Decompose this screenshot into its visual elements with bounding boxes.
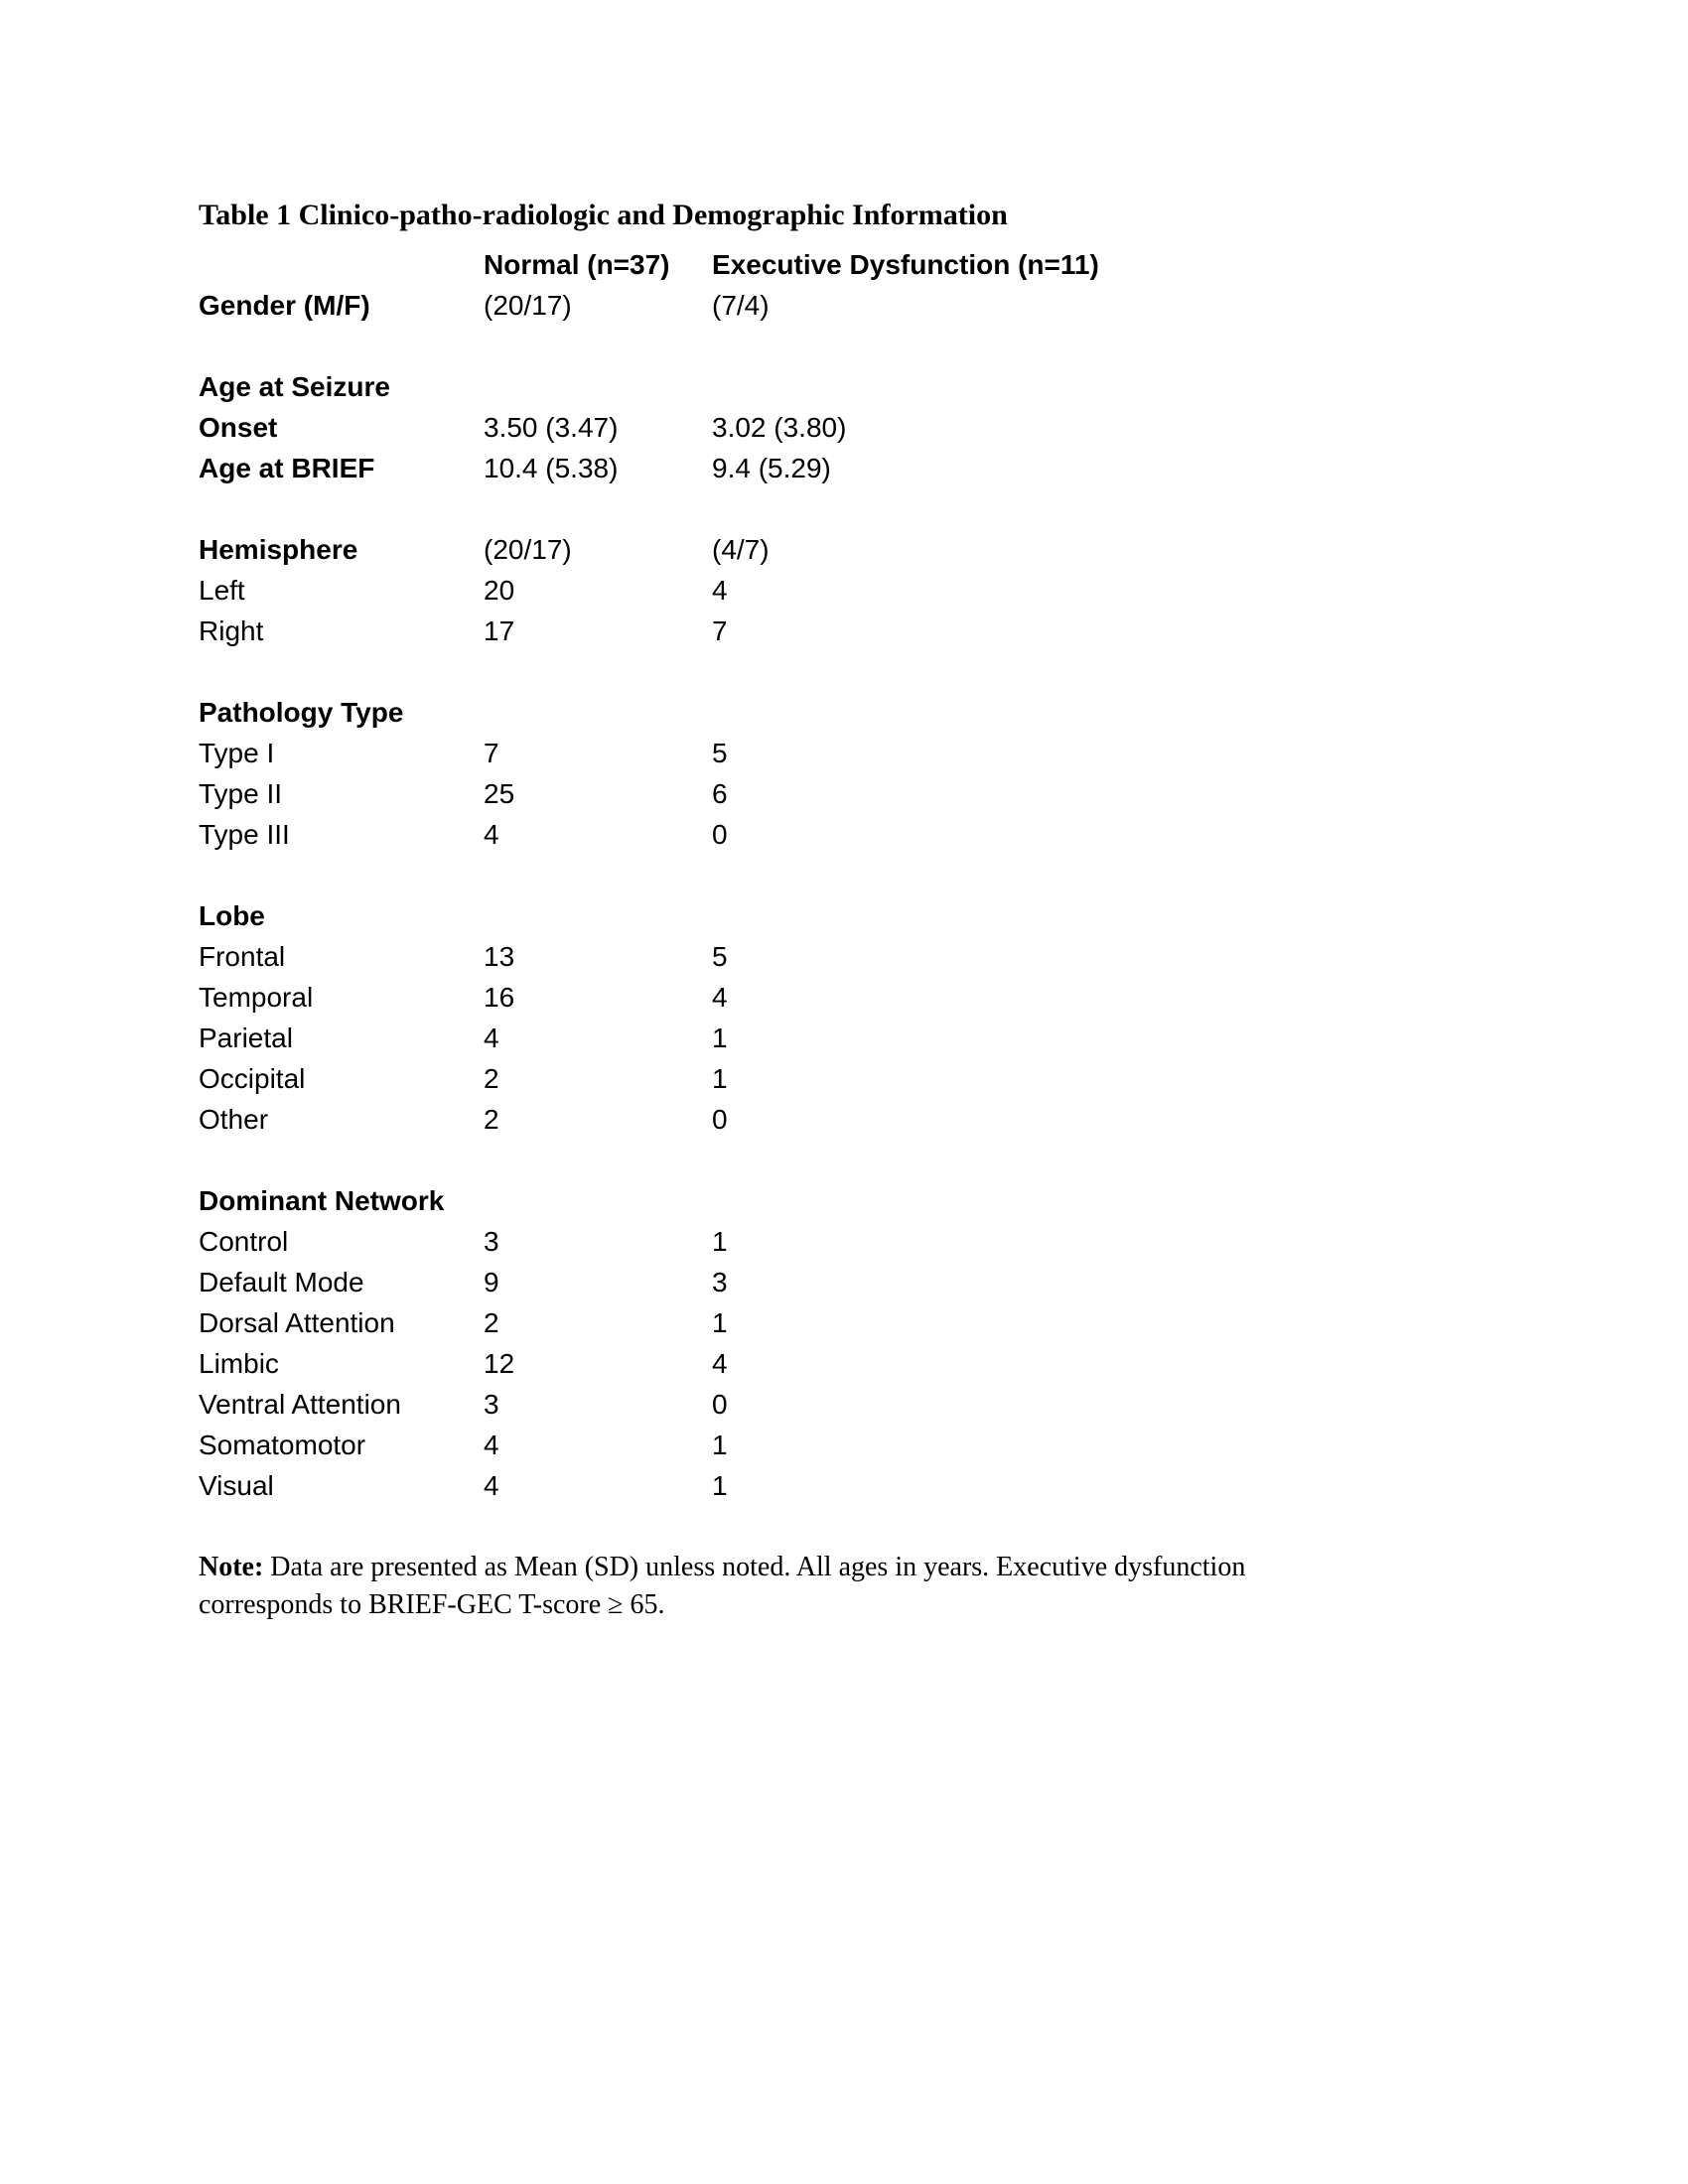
cell-ed-age-at-seizure — [712, 366, 1301, 407]
cell-ed-age-at-brief: 9.4 (5.29) — [712, 453, 831, 483]
cell-normal-ventral-attention: 3 — [484, 1389, 499, 1420]
cell-ed-somatomotor: 1 — [712, 1430, 728, 1460]
cell-ed-lobe — [712, 895, 1301, 936]
cell-normal-type-i: 7 — [484, 738, 499, 768]
cell-normal-left: 20 — [484, 575, 515, 606]
row-blank — [484, 651, 712, 692]
row-label-ventral-attention: Ventral Attention — [199, 1389, 401, 1420]
cell-normal-frontal: 13 — [484, 941, 515, 972]
row-blank — [199, 651, 484, 692]
row-label-dominant-network: Dominant Network — [199, 1185, 445, 1216]
cell-normal-gender: (20/17) — [484, 290, 572, 321]
cell-normal-type-ii: 25 — [484, 778, 515, 809]
cell-ed-dominant-network — [712, 1180, 1301, 1221]
row-label-frontal: Frontal — [199, 941, 286, 972]
row-label-lobe: Lobe — [199, 900, 265, 931]
cell-ed-temporal: 4 — [712, 982, 728, 1013]
row-blank — [199, 1140, 484, 1180]
note-line-1 — [199, 1549, 1499, 1586]
row-label-occipital: Occipital — [199, 1063, 306, 1094]
row-blank — [484, 326, 712, 366]
cell-ed-right: 7 — [712, 615, 728, 646]
row-label-left: Left — [199, 575, 245, 606]
row-label-default-mode: Default Mode — [199, 1267, 364, 1297]
row-blank — [484, 855, 712, 895]
row-label-hemisphere: Hemisphere — [199, 534, 358, 565]
cell-normal-visual: 4 — [484, 1470, 499, 1501]
cell-normal-default-mode: 9 — [484, 1267, 499, 1297]
row-blank — [712, 488, 1301, 529]
cell-normal-somatomotor: 4 — [484, 1430, 499, 1460]
row-label-age-at-brief: Age at BRIEF — [199, 453, 375, 483]
cell-ed-onset: 3.02 (3.80) — [712, 412, 847, 443]
cell-ed-limbic: 4 — [712, 1348, 728, 1379]
cell-normal-dominant-network — [484, 1180, 712, 1221]
cell-normal-other: 2 — [484, 1104, 499, 1135]
row-label-pathology-type: Pathology Type — [199, 697, 404, 728]
cell-ed-left: 4 — [712, 575, 728, 606]
cell-normal-lobe — [484, 895, 712, 936]
cell-normal-dorsal-attention: 2 — [484, 1307, 499, 1338]
row-blank — [199, 326, 484, 366]
row-label-type-i: Type I — [199, 738, 275, 768]
row-label-limbic: Limbic — [199, 1348, 279, 1379]
note-line-2: corresponds to BRIEF-GEC T-score ≥ 65. — [199, 1589, 665, 1620]
row-label-type-iii: Type III — [199, 819, 290, 850]
cell-ed-occipital: 1 — [712, 1063, 728, 1094]
cell-ed-dorsal-attention: 1 — [712, 1307, 728, 1338]
cell-ed-visual: 1 — [712, 1470, 728, 1501]
cell-ed-parietal: 1 — [712, 1023, 728, 1053]
row-label-dorsal-attention: Dorsal Attention — [199, 1307, 395, 1338]
cell-ed-pathology-type — [712, 692, 1301, 733]
row-blank — [199, 488, 484, 529]
row-blank — [199, 855, 484, 895]
cell-normal-age-at-brief: 10.4 (5.38) — [484, 453, 619, 483]
cell-ed-control: 1 — [712, 1226, 728, 1257]
column-header-executive-dysfunction: Executive Dysfunction (n=11) — [712, 249, 1099, 280]
table-title: Table 1 Clinico-patho-radiologic and Demographic Information — [199, 199, 1008, 231]
row-label-control: Control — [199, 1226, 289, 1257]
row-blank — [712, 1140, 1301, 1180]
cell-normal-right: 17 — [484, 615, 515, 646]
row-label-temporal: Temporal — [199, 982, 314, 1013]
row-label-age-at-seizure: Age at Seizure — [199, 371, 390, 402]
cell-ed-ventral-attention: 0 — [712, 1389, 728, 1420]
row-label-parietal: Parietal — [199, 1023, 293, 1053]
row-label-onset: Onset — [199, 412, 278, 443]
row-label-other: Other — [199, 1104, 269, 1135]
cell-ed-type-ii: 6 — [712, 778, 728, 809]
row-blank — [484, 1140, 712, 1180]
cell-ed-gender: (7/4) — [712, 290, 770, 321]
note-label: Note: — [199, 1552, 264, 1582]
cell-normal-hemisphere: (20/17) — [484, 534, 572, 565]
row-label-visual: Visual — [199, 1470, 274, 1501]
note-line-1-text: Data are presented as Mean (SD) unless noted. All ages in years. Executive dysfunction — [263, 1552, 1246, 1582]
row-label-gender: Gender (M/F) — [199, 290, 370, 321]
column-header-normal: Normal (n=37) — [484, 249, 670, 280]
cell-normal-age-at-seizure — [484, 366, 712, 407]
row-label-somatomotor: Somatomotor — [199, 1430, 366, 1460]
cell-ed-frontal: 5 — [712, 941, 728, 972]
cell-normal-pathology-type — [484, 692, 712, 733]
cell-normal-type-iii: 4 — [484, 819, 499, 850]
cell-ed-type-iii: 0 — [712, 819, 728, 850]
column-header-empty — [199, 244, 484, 285]
demographics-table — [199, 244, 1499, 1506]
cell-normal-occipital: 2 — [484, 1063, 499, 1094]
cell-normal-temporal: 16 — [484, 982, 515, 1013]
row-blank — [484, 488, 712, 529]
cell-ed-other: 0 — [712, 1104, 728, 1135]
cell-normal-parietal: 4 — [484, 1023, 499, 1053]
row-label-type-ii: Type II — [199, 778, 283, 809]
cell-ed-hemisphere: (4/7) — [712, 534, 770, 565]
cell-normal-onset: 3.50 (3.47) — [484, 412, 619, 443]
row-blank — [712, 326, 1301, 366]
cell-normal-control: 3 — [484, 1226, 499, 1257]
cell-normal-limbic: 12 — [484, 1348, 515, 1379]
cell-ed-type-i: 5 — [712, 738, 728, 768]
row-blank — [712, 651, 1301, 692]
table-note — [199, 1549, 1499, 1624]
cell-ed-default-mode: 3 — [712, 1267, 728, 1297]
row-label-right: Right — [199, 615, 264, 646]
row-blank — [712, 855, 1301, 895]
